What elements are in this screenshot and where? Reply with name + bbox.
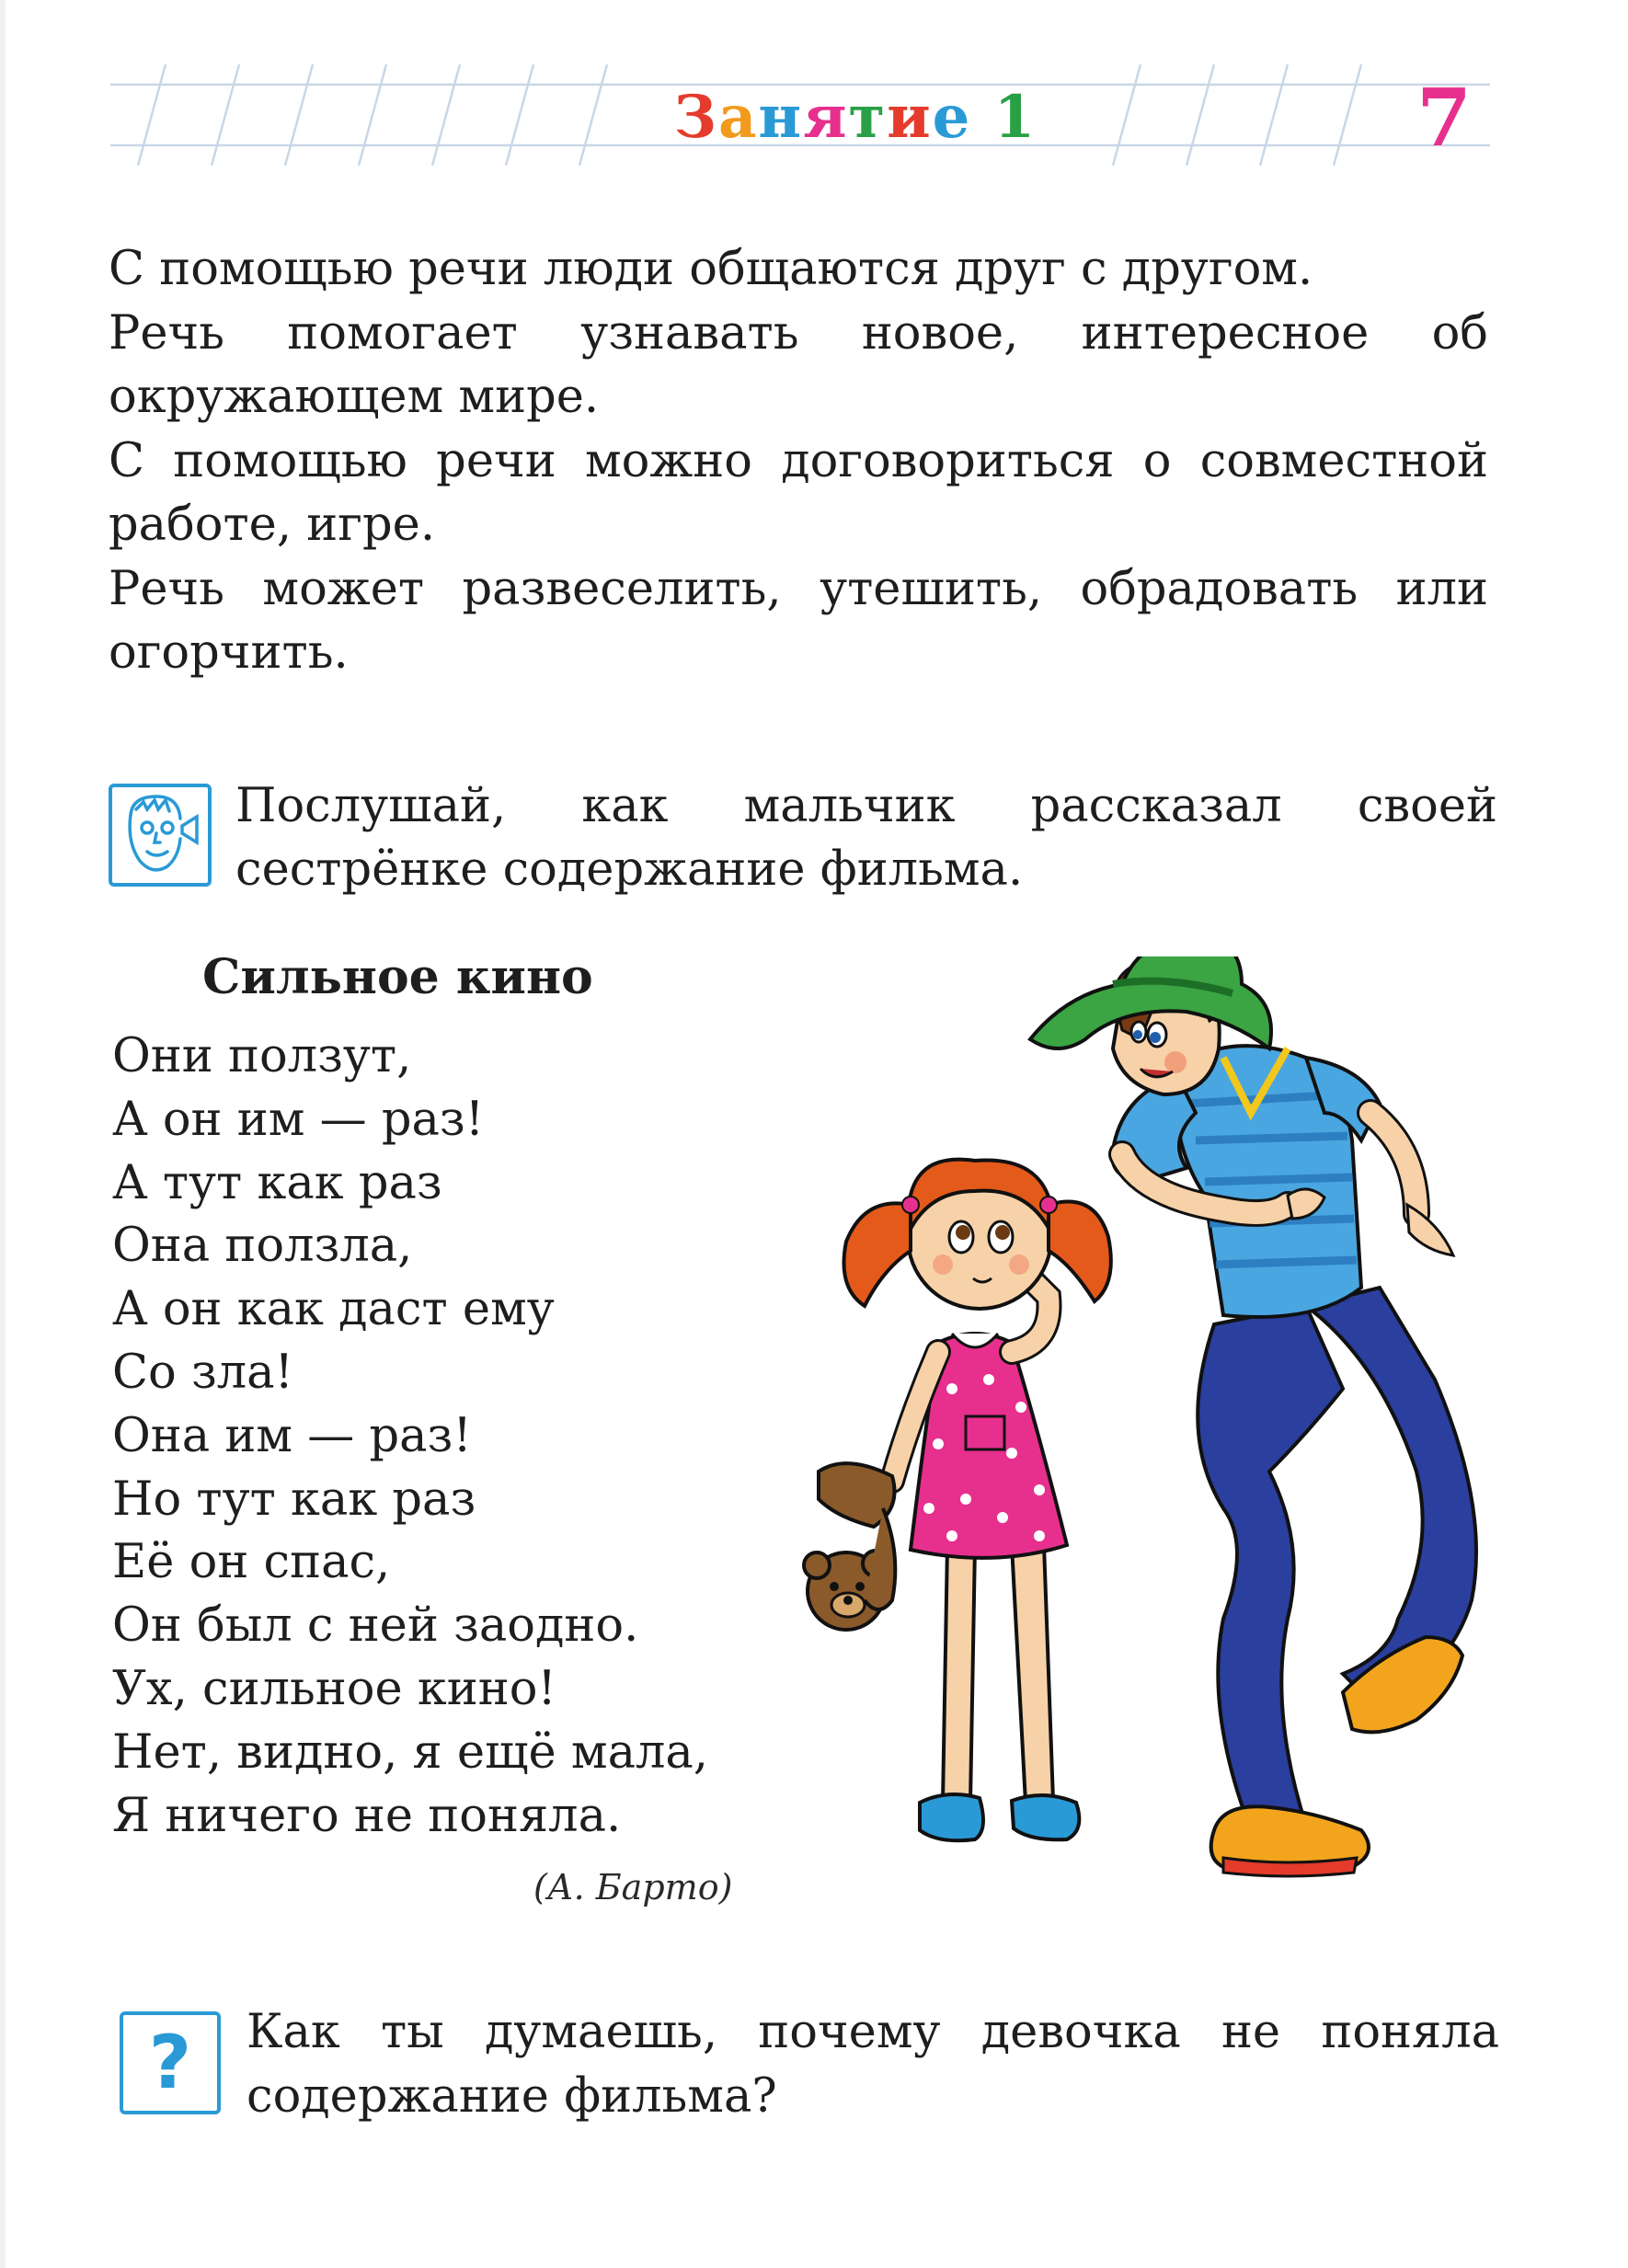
- listening-boy-icon: [109, 784, 212, 887]
- lesson-title-letter: а: [717, 83, 759, 152]
- poem-line: Она им — раз!: [112, 1408, 472, 1463]
- poem-text: [112, 1025, 708, 1848]
- poem-author: (А. Барто): [533, 1867, 733, 1907]
- lesson-title-letter: 1: [993, 83, 1038, 152]
- teddy-bear: [804, 1463, 895, 1630]
- lesson-title-letter: т: [848, 83, 888, 152]
- page-number: 7: [1416, 72, 1472, 165]
- lesson-title-letter: е: [932, 83, 972, 152]
- page-header: [110, 64, 1490, 166]
- intro-paragraph: С помощью речи люди общаются друг с другом.: [109, 242, 1313, 296]
- poem-title: Сильное кино: [202, 949, 593, 1005]
- poem-line: Они ползут,: [112, 1029, 412, 1083]
- poem-line: А он им — раз!: [112, 1092, 485, 1147]
- intro-paragraph: Речь помогает узнавать новое, интересное об окружающем мире.: [109, 305, 1488, 424]
- poem-line: А он как даст ему: [112, 1282, 555, 1337]
- poem-line: А тут как раз: [112, 1155, 442, 1210]
- intro-paragraph: С помощью речи можно договориться о совместной работе, игре.: [109, 433, 1488, 552]
- poem-line: Со зла!: [112, 1345, 294, 1400]
- boy-figure: [1030, 956, 1476, 1876]
- poem-line: Нет, видно, я ещё мала,: [112, 1724, 708, 1780]
- lesson-title-letter: и: [887, 83, 933, 152]
- intro-paragraph: Речь может развеселить, утешить, обрадовать или огорчить.: [109, 561, 1488, 680]
- girl-figure: [804, 1160, 1111, 1841]
- lesson-title-letter: я: [803, 83, 849, 152]
- poem-line: Он был с ней заодно.: [112, 1598, 639, 1654]
- intro-text: [109, 237, 1488, 685]
- task-text: Послушай, как мальчик рассказал своей сестрёнке содержание фильма.: [235, 779, 1497, 897]
- poem-line: Она ползла,: [112, 1219, 413, 1274]
- question-text: Как ты думаешь, почему девочка не поняла содержание фильма?: [246, 2005, 1499, 2124]
- question-block: [120, 2000, 1499, 2129]
- lesson-title-letter: З: [673, 83, 718, 152]
- poem-line: Но тут как раз: [112, 1472, 476, 1527]
- page-edge: [0, 0, 6, 2268]
- poem-line: Я ничего не поняла.: [112, 1788, 622, 1843]
- lesson-title-letter: [971, 83, 993, 152]
- listening-task: [109, 774, 1497, 901]
- poem-line: Ух, сильное кино!: [112, 1661, 556, 1716]
- poem-line: Её он спас,: [112, 1535, 391, 1590]
- question-mark-icon: ?: [120, 2011, 221, 2114]
- lesson-title-letter: н: [758, 83, 804, 152]
- lesson-title: [635, 83, 1076, 152]
- children-illustration: [791, 956, 1499, 1904]
